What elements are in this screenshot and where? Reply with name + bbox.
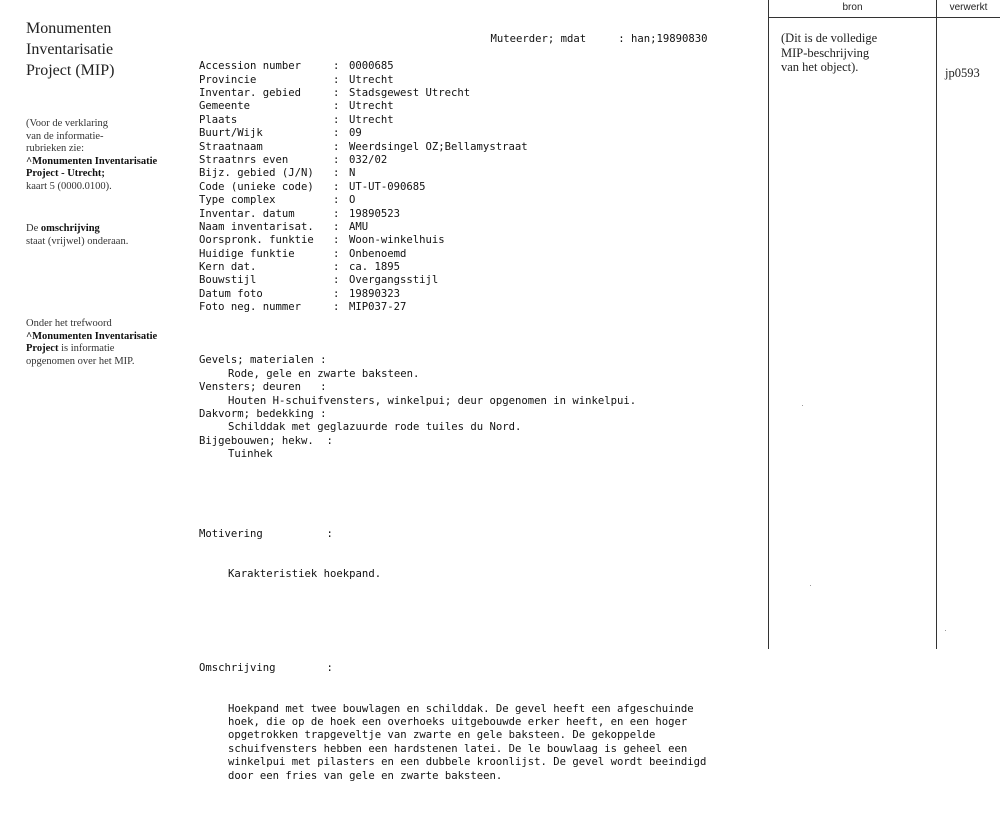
omschrijving-line: schuifvensters hebben een hardstenen latei. De le bouwlaag is geheel een bbox=[228, 742, 688, 755]
field-value: Overgangsstijl bbox=[349, 274, 439, 287]
title-line: Monumenten bbox=[26, 20, 112, 37]
field-value: Weerdsingel OZ;Bellamystraat bbox=[349, 140, 528, 153]
table-header-rule bbox=[768, 17, 1000, 18]
field-row bbox=[199, 74, 759, 87]
field-label: Straatnrs even bbox=[199, 153, 289, 166]
field-row bbox=[199, 221, 759, 234]
note-line: (Voor de verklaring bbox=[26, 118, 109, 129]
note-line: rubrieken zie: bbox=[26, 143, 85, 154]
field-separator: : bbox=[333, 234, 340, 247]
field-label: Datum foto bbox=[199, 287, 263, 300]
field-value: MIP037-27 bbox=[349, 301, 407, 314]
sidebar-title bbox=[26, 18, 176, 81]
omschrijving-line: Hoekpand met twee bouwlagen en schilddak. De gevel heeft een afgeschuinde bbox=[228, 702, 694, 715]
field-label: Foto neg. nummer bbox=[199, 301, 302, 314]
note-line: van de informatie- bbox=[26, 130, 104, 142]
note-text: De bbox=[26, 223, 41, 234]
field-value: O bbox=[349, 194, 356, 207]
bron-line: van het object). bbox=[781, 60, 859, 75]
field-value: 19890523 bbox=[349, 207, 401, 220]
field-row bbox=[199, 288, 759, 301]
field-row bbox=[199, 60, 759, 73]
field-label: Buurt/Wijk bbox=[199, 127, 263, 140]
field-label: Kern dat. bbox=[199, 261, 257, 274]
field-label: Accession number bbox=[199, 60, 302, 73]
bron-line: MIP-beschrijving bbox=[781, 45, 870, 60]
field-label: Inventar. datum bbox=[199, 207, 295, 220]
field-row bbox=[199, 87, 759, 100]
field-row bbox=[199, 127, 759, 140]
field-separator: : bbox=[333, 113, 340, 126]
section-text: Schilddak met geglazuurde rode tuiles du Nord. bbox=[228, 421, 522, 434]
field-separator: : bbox=[333, 207, 340, 220]
omschrijving-label: Omschrijving : bbox=[199, 662, 333, 675]
note-bold: Project bbox=[26, 343, 59, 354]
field-value: 0000685 bbox=[349, 60, 394, 73]
muteerder-value: : han;19890830 bbox=[618, 33, 708, 46]
field-label: Straatnaam bbox=[199, 140, 263, 153]
field-row bbox=[199, 274, 759, 287]
field-separator: : bbox=[333, 287, 340, 300]
field-row bbox=[199, 261, 759, 274]
field-separator: : bbox=[333, 194, 340, 207]
column-header-bron: bron bbox=[842, 2, 863, 13]
title-line: Project (MIP) bbox=[26, 62, 115, 79]
field-row bbox=[199, 100, 759, 113]
field-row bbox=[199, 167, 759, 180]
field-row bbox=[199, 208, 759, 221]
note-line: Onder het trefwoord bbox=[26, 318, 112, 329]
field-value: Onbenoemd bbox=[349, 247, 407, 260]
table-divider-right bbox=[936, 0, 937, 649]
field-separator: : bbox=[333, 153, 340, 166]
column-header-verwerkt: verwerkt bbox=[949, 2, 988, 13]
note-bold: ^Monumenten Inventarisatie bbox=[26, 330, 158, 342]
motivering-block bbox=[199, 501, 759, 608]
field-separator: : bbox=[333, 140, 340, 153]
section-text: Rode, gele en zwarte baksteen. bbox=[228, 367, 420, 380]
field-value: 09 bbox=[349, 127, 362, 140]
field-value: N bbox=[349, 167, 356, 180]
scan-speck bbox=[945, 630, 946, 631]
field-row bbox=[199, 141, 759, 154]
bron-cell bbox=[781, 31, 931, 75]
omschrijving-line: winkelpui met pilasters en een dubbele kroonlijst. De gevel wordt beeindigd bbox=[228, 756, 707, 769]
motivering-text: Karakteristiek hoekpand. bbox=[228, 568, 382, 581]
field-label: Bouwstijl bbox=[199, 274, 257, 287]
note-bold-line: Project - Utrecht; bbox=[26, 168, 105, 179]
section-text: Houten H-schuifvensters, winkelpui; deur opgenomen in winkelpui. bbox=[228, 394, 637, 407]
scan-speck bbox=[810, 585, 811, 586]
field-value: UT-UT-090685 bbox=[349, 180, 426, 193]
field-separator: : bbox=[333, 261, 340, 274]
field-value: 032/02 bbox=[349, 153, 388, 166]
field-label: Huidige funktie bbox=[199, 247, 295, 260]
reference-note bbox=[26, 118, 176, 193]
omschrijving-block bbox=[199, 636, 759, 810]
field-value: Utrecht bbox=[349, 73, 394, 86]
field-separator: : bbox=[333, 301, 340, 314]
field-separator: : bbox=[333, 87, 340, 99]
field-value: Woon-winkelhuis bbox=[349, 234, 445, 247]
field-separator: : bbox=[333, 220, 340, 233]
field-value: AMU bbox=[349, 220, 369, 233]
field-label: Code (unieke code) bbox=[199, 180, 314, 193]
section-label: Vensters; deuren : bbox=[199, 381, 327, 394]
field-row bbox=[199, 248, 759, 261]
omschrijving-line: opgetrokken trapgeveltje van zwarte en gele baksteen. De gekoppelde bbox=[228, 729, 656, 742]
field-label: Type complex bbox=[199, 194, 276, 207]
field-value: Utrecht bbox=[349, 100, 394, 113]
keyword-note bbox=[26, 318, 176, 368]
note-bold: omschrijving bbox=[40, 223, 100, 234]
field-label: Inventar. gebied bbox=[199, 87, 302, 99]
bron-line: (Dit is de volledige bbox=[781, 31, 878, 45]
field-label: Bijz. gebied (J/N) bbox=[199, 167, 314, 180]
note-line: opgenomen over het MIP. bbox=[26, 355, 135, 367]
section-text: Tuinhek bbox=[228, 448, 273, 461]
field-value: Stadsgewest Utrecht bbox=[349, 87, 471, 99]
note-line: kaart 5 (0000.0100). bbox=[26, 180, 112, 192]
description-note bbox=[26, 223, 176, 248]
field-separator: : bbox=[333, 274, 340, 287]
field-row bbox=[199, 194, 759, 207]
field-row bbox=[199, 234, 759, 247]
field-separator: : bbox=[333, 180, 340, 193]
note-line: staat (vrijwel) onderaan. bbox=[26, 235, 129, 247]
field-separator: : bbox=[333, 167, 340, 180]
field-label: Oorspronk. funktie bbox=[199, 234, 314, 247]
omschrijving-line: door een fries van gele en zwarte baksteen. bbox=[228, 769, 503, 782]
field-separator: : bbox=[333, 60, 340, 73]
note-bold-line: ^Monumenten Inventarisatie bbox=[26, 155, 158, 167]
table-divider-left bbox=[768, 0, 769, 649]
field-row bbox=[199, 301, 759, 314]
omschrijving-line: hoek, die op de hoek een overhoeks uitgebouwde erker heeft, en een hoger bbox=[228, 715, 688, 728]
mip-record bbox=[199, 20, 759, 823]
field-row bbox=[199, 154, 759, 167]
field-separator: : bbox=[333, 100, 340, 113]
field-value: 19890323 bbox=[349, 287, 401, 300]
field-separator: : bbox=[333, 247, 340, 260]
muteerder-label: Muteerder; mdat bbox=[490, 33, 587, 46]
field-label: Plaats bbox=[199, 113, 238, 126]
motivering-label: Motivering : bbox=[199, 528, 333, 541]
field-label: Provincie bbox=[199, 73, 257, 86]
section-label: Bijgebouwen; hekw. : bbox=[199, 434, 333, 447]
field-label: Gemeente bbox=[199, 100, 251, 113]
section-label: Dakvorm; bedekking : bbox=[199, 408, 327, 421]
field-separator: : bbox=[333, 73, 340, 86]
field-value: ca. 1895 bbox=[349, 261, 401, 274]
muteerder-field bbox=[465, 20, 707, 60]
scan-speck bbox=[802, 405, 803, 406]
sidebar bbox=[26, 18, 176, 367]
record-fields bbox=[199, 60, 759, 314]
record-sections bbox=[199, 354, 759, 461]
verwerkt-cell: jp0593 bbox=[945, 66, 980, 80]
field-row bbox=[199, 181, 759, 194]
title-line: Inventarisatie bbox=[26, 41, 114, 58]
field-label: Naam inventarisat. bbox=[199, 220, 314, 233]
field-row bbox=[199, 114, 759, 127]
section-label: Gevels; materialen : bbox=[199, 354, 327, 367]
omschrijving-text bbox=[199, 703, 759, 783]
note-text: is informatie bbox=[58, 343, 115, 354]
field-value: Utrecht bbox=[349, 113, 394, 126]
field-separator: : bbox=[333, 127, 340, 140]
